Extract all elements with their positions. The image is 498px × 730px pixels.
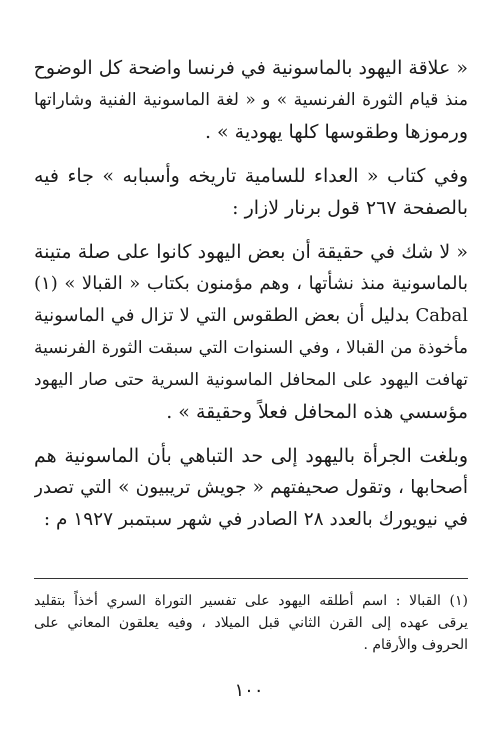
text-line: منذ قيام الثورة الفرنسية » و « لغة الماسونية الفنية وشاراتها	[34, 90, 468, 110]
text-line: ورموزها وطقوسها كلها يهودية » .	[204, 121, 468, 143]
paragraph-gap	[34, 428, 468, 440]
text-line: وبلغت الجرأة باليهود إلى حد التباهي بأن الماسونية هم	[34, 445, 468, 467]
text-line: بالصفحة ٢٦٧ قول برنار لازار :	[232, 197, 468, 219]
text-line: أصحابها ، وتقول صحيفتهم « جويش تريبيون » التي تصدر	[34, 477, 468, 498]
footnote-line: (١) القبالا : اسم أطلقه اليهود على تفسير التوراة السري أخذاً بتقليد	[34, 593, 468, 609]
text-line: « علاقة اليهود بالماسونية في فرنسا واضحة كل الوضوح	[34, 57, 468, 79]
text-line: Cabal بدليل أن بعض الطقوس التي لا تزال في الماسونية	[34, 305, 468, 326]
text-line: في نيويورك بالعدد ٢٨ الصادر في شهر سبتمبر ١٩٢٧ م :	[43, 509, 468, 530]
paragraph-gap	[34, 148, 468, 160]
footnote	[34, 590, 468, 656]
page-number: ١٠٠	[234, 680, 264, 701]
text-line: وفي كتاب « العداء للسامية تاريخه وأسبابه » جاء فيه	[34, 165, 468, 187]
text-line: مؤسسي هذه المحافل فعلاً وحقيقة » .	[166, 401, 468, 423]
paragraph-2	[34, 160, 468, 224]
text-line: مأخوذة من القبالا ، وفي السنوات التي سبقت الثورة الفرنسية	[34, 338, 468, 358]
footnote-line: الحروف والأرقام .	[363, 637, 468, 653]
text-line: « لا شك في حقيقة أن بعض اليهود كانوا على صلة متينة	[34, 241, 468, 263]
paragraph-3	[34, 236, 468, 428]
text-line: بالماسونية منذ نشأتها ، وهم مؤمنون بكتاب « القبالا » (١)	[34, 273, 468, 294]
footnote-divider	[34, 578, 468, 579]
footnote-line: يرقى عهده إلى القرن الثاني قبل الميلاد ، وفيه يعلقون المعاني على	[34, 615, 468, 631]
text-line: تهافت اليهود على المحافل الماسونية السرية حتى صار اليهود	[34, 370, 468, 390]
page-body	[34, 52, 468, 536]
paragraph-4	[34, 440, 468, 536]
paragraph-gap	[34, 224, 468, 236]
paragraph-1	[34, 52, 468, 148]
